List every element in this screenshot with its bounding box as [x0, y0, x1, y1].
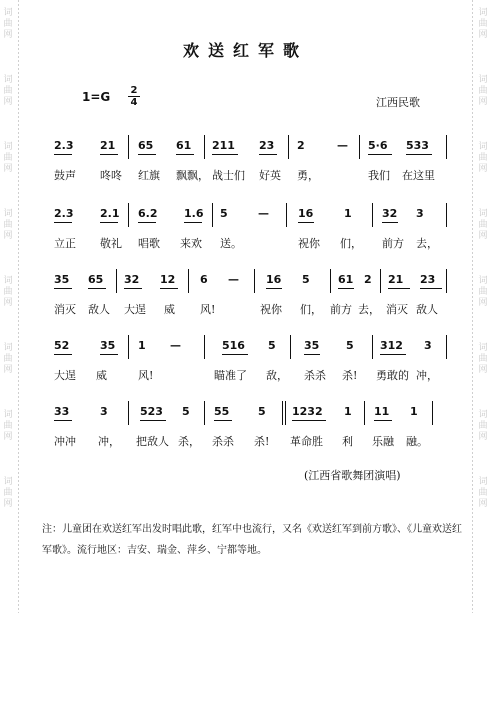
- lyric: 杀杀: [304, 369, 326, 382]
- barline: [446, 269, 447, 293]
- meter-bottom: 4: [130, 97, 138, 108]
- underline: [54, 222, 72, 223]
- underline: [388, 288, 410, 289]
- barline: [364, 401, 365, 425]
- lyric: 敌人: [88, 303, 110, 316]
- note: 6.2: [138, 207, 158, 220]
- note: 5: [268, 339, 276, 352]
- watermark-glyph: 网: [3, 432, 13, 442]
- note: 1: [344, 405, 352, 418]
- watermark-group: [478, 343, 487, 376]
- note: 61: [338, 273, 354, 286]
- barline: [290, 335, 291, 359]
- note: 12: [160, 273, 176, 286]
- underline: [420, 288, 442, 289]
- note: 5: [258, 405, 266, 418]
- underline: [100, 222, 118, 223]
- watermark-glyph: 曲: [478, 220, 488, 230]
- watermark-group: [3, 343, 12, 376]
- underline: [304, 354, 320, 355]
- lyric: 融。: [406, 435, 428, 448]
- note: 1: [138, 339, 146, 352]
- note: 523: [140, 405, 163, 418]
- lyric: 飘飘，: [176, 169, 209, 182]
- lyric: 鼓声: [54, 169, 76, 182]
- score-row-2: [54, 207, 452, 251]
- lyric: 敌人: [416, 303, 438, 316]
- watermark-glyph: 网: [3, 30, 13, 40]
- barline: [372, 335, 373, 359]
- watermark-glyph: 曲: [478, 19, 488, 29]
- lyric: 把敌人: [136, 435, 169, 448]
- lyrics-line: [54, 167, 452, 183]
- watermark-group: [478, 142, 487, 175]
- underline: [338, 288, 354, 289]
- underline: [380, 354, 406, 355]
- note: 3: [100, 405, 108, 418]
- lyric: 革命胜: [290, 435, 323, 448]
- note: 2: [297, 139, 305, 152]
- note: 55: [214, 405, 230, 418]
- lyric: 祝你: [260, 303, 282, 316]
- watermark-glyph: 词: [3, 276, 13, 286]
- barline: [128, 401, 129, 425]
- lyric: 红旗: [138, 169, 160, 182]
- barline: [446, 335, 447, 359]
- barline: [286, 203, 287, 227]
- performer-credit: (江西省歌舞团演唱): [304, 469, 401, 482]
- watermark-glyph: 曲: [3, 153, 13, 163]
- barline: [116, 269, 117, 293]
- barline: [285, 401, 286, 425]
- note: 2.1: [100, 207, 120, 220]
- notes-line: [54, 273, 452, 291]
- note: 32: [124, 273, 140, 286]
- watermark-glyph: 词: [478, 8, 488, 18]
- underline: [88, 288, 106, 289]
- barline: [282, 401, 283, 425]
- note: 61: [176, 139, 192, 152]
- lyric: 风!: [200, 303, 216, 316]
- lyric: 好英: [259, 169, 281, 182]
- underline: [100, 154, 118, 155]
- lyric: 风!: [138, 369, 154, 382]
- barline: [204, 335, 205, 359]
- underline: [212, 154, 238, 155]
- lyric: 杀，: [178, 435, 200, 448]
- notes-line: [54, 139, 452, 157]
- note: 65: [138, 139, 154, 152]
- note: 3: [416, 207, 424, 220]
- note: 16: [266, 273, 282, 286]
- note: 533: [406, 139, 429, 152]
- watermark-glyph: 曲: [3, 19, 13, 29]
- underline: [138, 154, 156, 155]
- lyrics-line: [54, 235, 452, 251]
- lyric: 前方: [382, 237, 404, 250]
- underline: [374, 420, 392, 421]
- score-row-5: [54, 405, 452, 449]
- lyric: 们，: [340, 237, 362, 250]
- score-row-3: [54, 273, 452, 317]
- underline: [176, 154, 194, 155]
- barline: [204, 401, 205, 425]
- lyric: 去，: [358, 303, 380, 316]
- note: —: [228, 273, 239, 286]
- barline: [359, 135, 360, 159]
- note: 35: [54, 273, 70, 286]
- lyric: 我们: [368, 169, 390, 182]
- footnote: 注：儿童团在欢送红军出发时唱此歌，红军中也流行，又名《欢送红军到前方歌》、《儿童欢送红军歌》。流行地区：吉安、瑞金、萍乡、宁都等地。: [42, 524, 462, 556]
- lyric: 祝你: [298, 237, 320, 250]
- lyrics-line: [54, 301, 452, 317]
- watermark-glyph: 网: [478, 499, 488, 509]
- watermark-glyph: 词: [3, 343, 13, 353]
- lyric: 前方: [330, 303, 352, 316]
- watermark-group: [478, 75, 487, 108]
- lyric: 杀!: [342, 369, 358, 382]
- note: 2.3: [54, 139, 74, 152]
- lyric: 勇敢的: [376, 369, 409, 382]
- note: 312: [380, 339, 403, 352]
- watermark-glyph: 网: [478, 365, 488, 375]
- watermark-glyph: 曲: [478, 488, 488, 498]
- watermark-glyph: 网: [478, 432, 488, 442]
- note: 1.6: [184, 207, 204, 220]
- left-border: [18, 0, 19, 613]
- underline: [140, 420, 166, 421]
- note: 1: [410, 405, 418, 418]
- lyric: 消灭: [54, 303, 76, 316]
- watermark-group: [478, 477, 487, 510]
- song-title: 欢送红军歌: [182, 41, 308, 60]
- watermark-glyph: 词: [478, 276, 488, 286]
- note: 3: [424, 339, 432, 352]
- lyric: 在这里: [402, 169, 435, 182]
- underline: [298, 222, 314, 223]
- underline: [214, 420, 232, 421]
- watermark-glyph: 词: [478, 410, 488, 420]
- note: 2: [364, 273, 372, 286]
- watermark-glyph: 词: [3, 410, 13, 420]
- lyric: 杀杀: [212, 435, 234, 448]
- watermark-group: [478, 276, 487, 309]
- note: 1: [344, 207, 352, 220]
- underline: [100, 354, 118, 355]
- underline: [160, 288, 178, 289]
- lyric: 大逞: [54, 369, 76, 382]
- underline: [406, 154, 432, 155]
- note: 6: [200, 273, 208, 286]
- watermark-glyph: 曲: [478, 287, 488, 297]
- watermark-group: [3, 477, 12, 510]
- barline: [188, 269, 189, 293]
- time-signature: [128, 86, 140, 107]
- watermark-glyph: 网: [478, 164, 488, 174]
- note: 11: [374, 405, 390, 418]
- lyric: 杀!: [254, 435, 270, 448]
- watermark-glyph: 曲: [3, 354, 13, 364]
- note: 16: [298, 207, 314, 220]
- underline: [54, 288, 72, 289]
- watermark-glyph: 曲: [3, 220, 13, 230]
- watermark-glyph: 网: [3, 164, 13, 174]
- lyric: 冲，: [416, 369, 438, 382]
- lyric: 消灭: [386, 303, 408, 316]
- watermark-glyph: 网: [3, 231, 13, 241]
- lyric: 战士们: [212, 169, 245, 182]
- underline: [266, 288, 282, 289]
- barline: [254, 269, 255, 293]
- underline: [184, 222, 202, 223]
- note: —: [170, 339, 181, 352]
- watermark-glyph: 网: [3, 97, 13, 107]
- watermark-glyph: 词: [3, 477, 13, 487]
- watermark-glyph: 曲: [3, 287, 13, 297]
- underline: [368, 154, 392, 155]
- note: 33: [54, 405, 70, 418]
- notes-line: [54, 339, 452, 357]
- watermark-glyph: 词: [3, 75, 13, 85]
- note: 5: [346, 339, 354, 352]
- barline: [128, 335, 129, 359]
- lyric: 勇，: [297, 169, 319, 182]
- watermark-glyph: 网: [3, 298, 13, 308]
- note: 52: [54, 339, 70, 352]
- lyric: 去，: [416, 237, 438, 250]
- lyric: 瞄准了: [214, 369, 247, 382]
- lyric: 敌，: [266, 369, 288, 382]
- song-origin: 江西民歌: [376, 96, 420, 109]
- note: 23: [259, 139, 275, 152]
- underline: [222, 354, 248, 355]
- barline: [380, 269, 381, 293]
- watermark-group: [3, 209, 12, 242]
- note: 32: [382, 207, 398, 220]
- barline: [212, 203, 213, 227]
- watermark-glyph: 网: [3, 365, 13, 375]
- lyric: 乐融: [372, 435, 394, 448]
- watermark-glyph: 词: [3, 209, 13, 219]
- underline: [259, 154, 277, 155]
- note: —: [337, 139, 348, 152]
- note: 65: [88, 273, 104, 286]
- underline: [138, 222, 156, 223]
- lyric: 敬礼: [100, 237, 122, 250]
- notes-line: [54, 405, 452, 423]
- watermark-glyph: 词: [3, 142, 13, 152]
- underline: [54, 154, 72, 155]
- right-border: [472, 0, 473, 613]
- underline: [292, 420, 326, 421]
- watermark-group: [3, 75, 12, 108]
- watermark-glyph: 曲: [478, 86, 488, 96]
- note: 35: [304, 339, 320, 352]
- barline: [432, 401, 433, 425]
- notes-line: [54, 207, 452, 225]
- lyrics-line: [54, 367, 452, 383]
- lyric: 咚咚: [100, 169, 122, 182]
- note: 516: [222, 339, 245, 352]
- watermark-glyph: 网: [478, 97, 488, 107]
- watermark-glyph: 曲: [3, 421, 13, 431]
- watermark-group: [478, 410, 487, 443]
- barline: [288, 135, 289, 159]
- note: 35: [100, 339, 116, 352]
- watermark-glyph: 词: [478, 343, 488, 353]
- lyric: 立正: [54, 237, 76, 250]
- barline: [204, 135, 205, 159]
- lyric: 利: [342, 435, 353, 448]
- underline: [382, 222, 398, 223]
- note: 1232: [292, 405, 323, 418]
- note: 2.3: [54, 207, 74, 220]
- watermark-group: [478, 209, 487, 242]
- watermark-group: [478, 8, 487, 41]
- watermark-group: [3, 410, 12, 443]
- lyric: 威: [164, 303, 175, 316]
- watermark-glyph: 词: [478, 209, 488, 219]
- barline: [128, 203, 129, 227]
- note: 21: [388, 273, 404, 286]
- note: 211: [212, 139, 235, 152]
- underline: [124, 288, 142, 289]
- barline: [446, 135, 447, 159]
- barline: [372, 203, 373, 227]
- watermark-glyph: 网: [3, 499, 13, 509]
- watermark-group: [3, 8, 12, 41]
- underline: [54, 420, 72, 421]
- lyric: 威: [96, 369, 107, 382]
- right-watermark: [476, 0, 490, 613]
- lyric: 来欢: [180, 237, 202, 250]
- note: 5: [182, 405, 190, 418]
- watermark-glyph: 词: [3, 8, 13, 18]
- watermark-glyph: 曲: [478, 354, 488, 364]
- watermark-glyph: 网: [478, 30, 488, 40]
- score-row-4: [54, 339, 452, 383]
- watermark-glyph: 词: [478, 75, 488, 85]
- lyrics-line: [54, 433, 452, 449]
- note: 5: [302, 273, 310, 286]
- watermark-glyph: 曲: [478, 421, 488, 431]
- note: 5·6: [368, 139, 388, 152]
- lyric: 冲冲: [54, 435, 76, 448]
- note: 5: [220, 207, 228, 220]
- barline: [330, 269, 331, 293]
- watermark-glyph: 词: [478, 477, 488, 487]
- watermark-glyph: 曲: [3, 86, 13, 96]
- meter-top: 2: [130, 85, 138, 96]
- underline: [54, 354, 72, 355]
- left-watermark: [1, 0, 15, 613]
- note: —: [258, 207, 269, 220]
- note: 21: [100, 139, 116, 152]
- key-signature: 1=G: [82, 90, 111, 104]
- note: 23: [420, 273, 436, 286]
- barline: [128, 135, 129, 159]
- watermark-glyph: 网: [478, 231, 488, 241]
- watermark-group: [3, 142, 12, 175]
- lyric: 大逞: [124, 303, 146, 316]
- score-row-1: [54, 139, 452, 183]
- watermark-group: [3, 276, 12, 309]
- watermark-glyph: 曲: [478, 153, 488, 163]
- watermark-glyph: 词: [478, 142, 488, 152]
- lyric: 们，: [300, 303, 322, 316]
- lyric: 冲，: [98, 435, 120, 448]
- barline: [446, 203, 447, 227]
- watermark-glyph: 网: [478, 298, 488, 308]
- watermark-glyph: 曲: [3, 488, 13, 498]
- lyric: 唱歌: [138, 237, 160, 250]
- lyric: 送。: [220, 237, 242, 250]
